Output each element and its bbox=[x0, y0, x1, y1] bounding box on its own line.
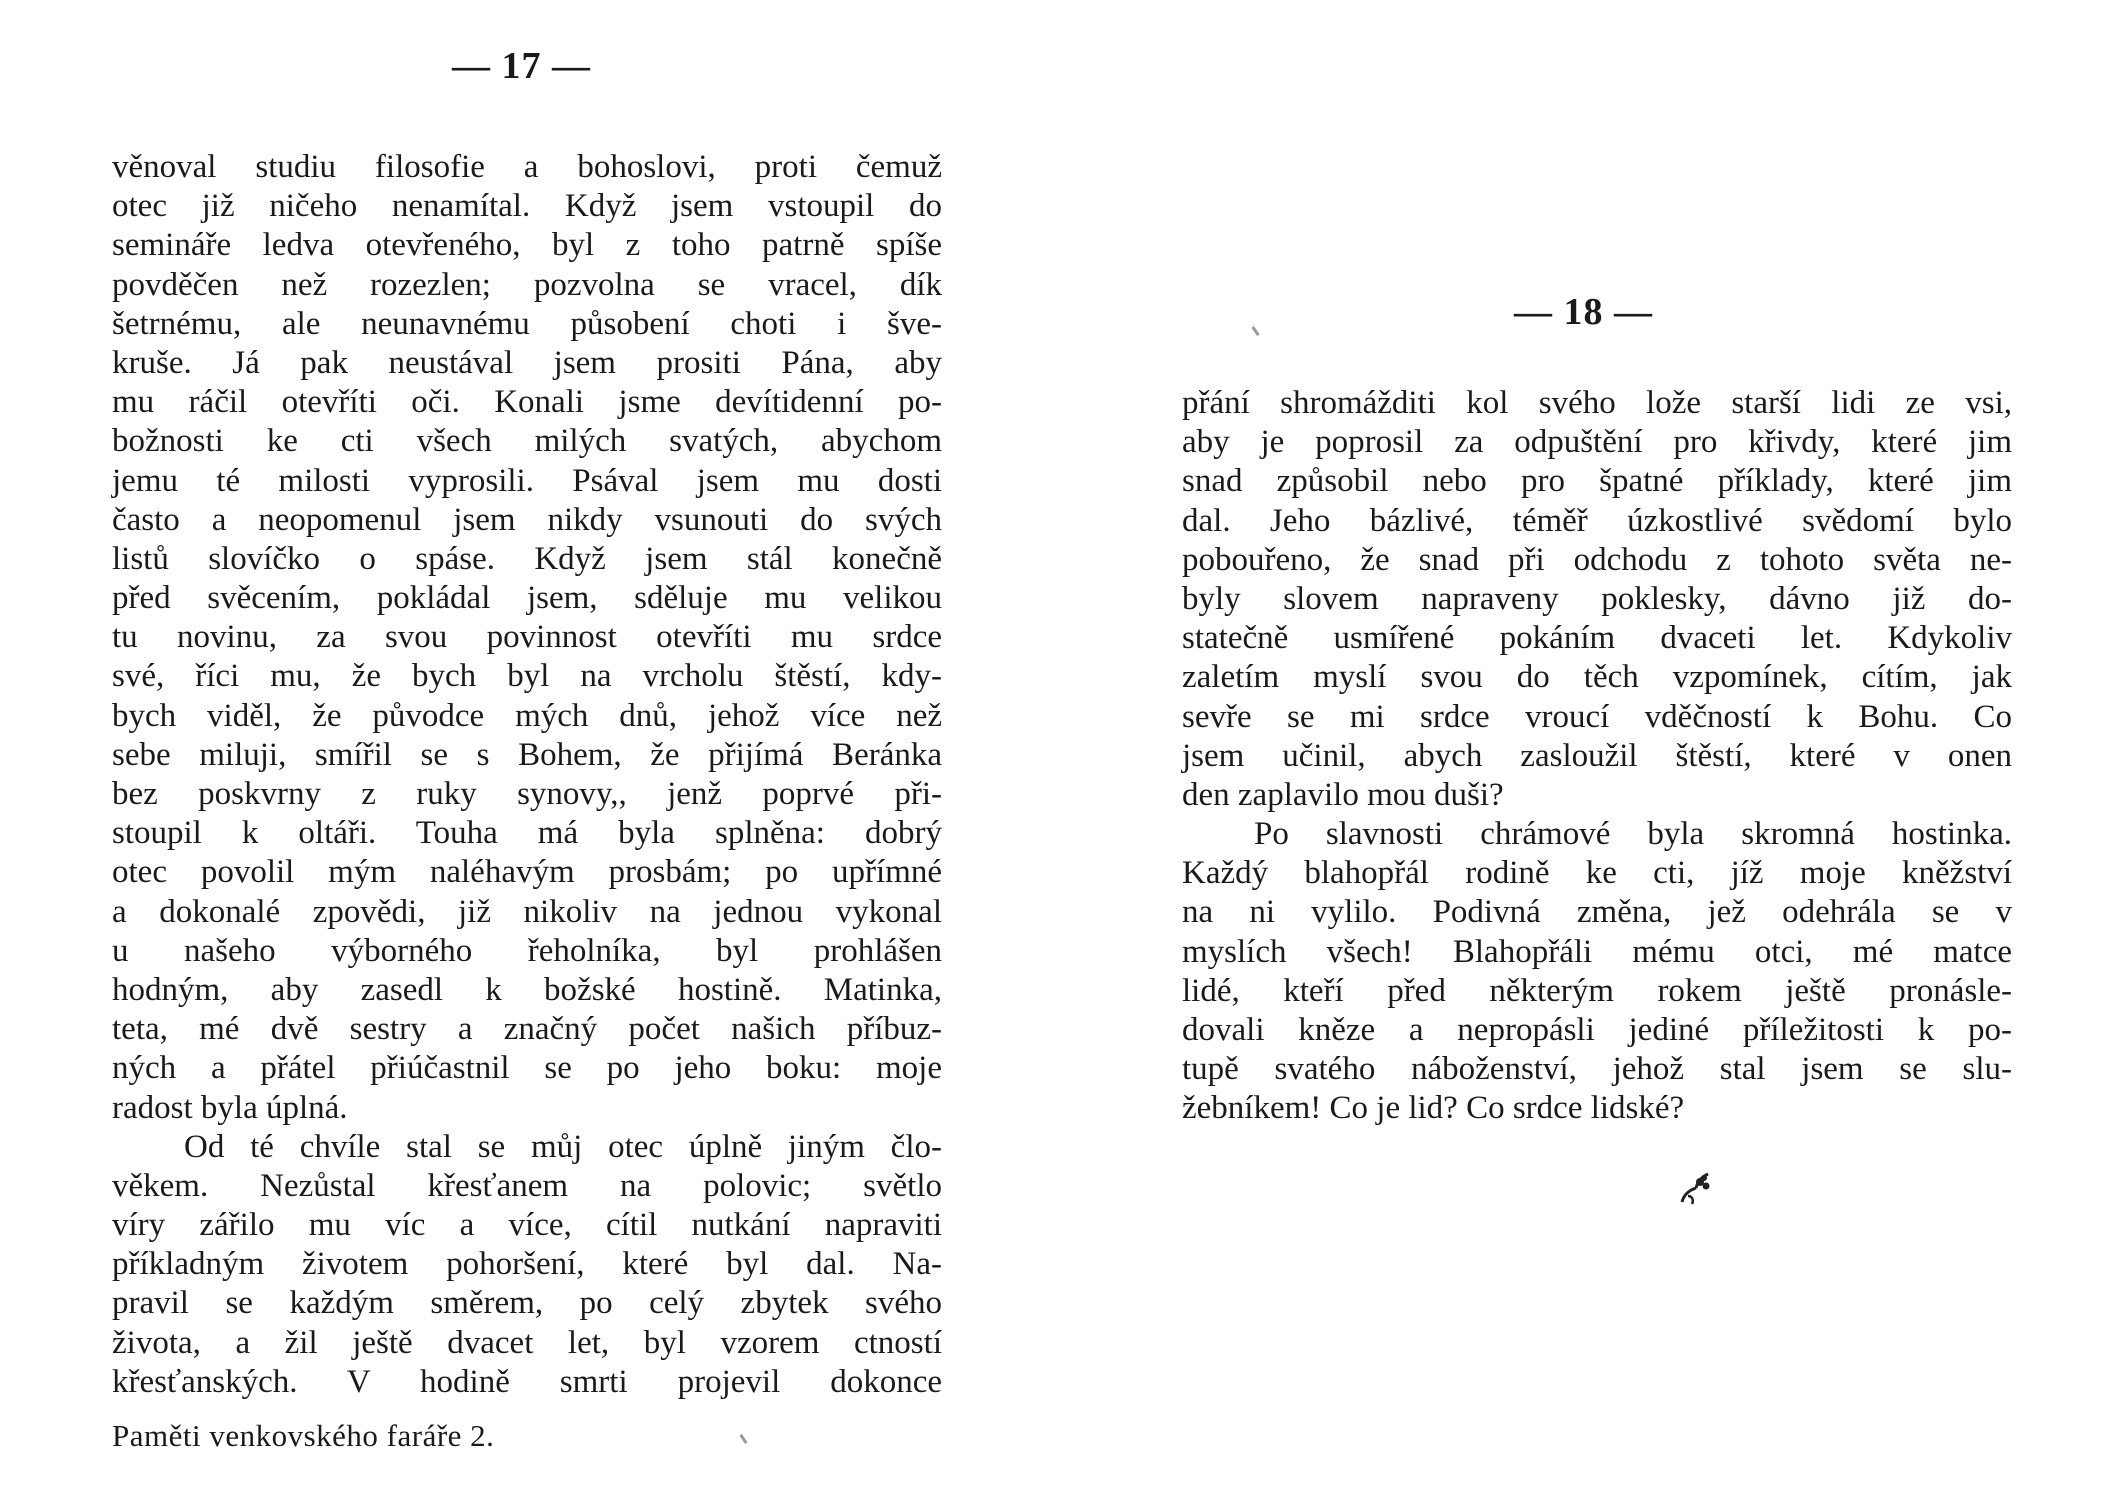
text-line: zaletím myslí svou do těch vzpomínek, cítím, jak bbox=[1182, 659, 2012, 696]
text-line: dal. Jeho bázlivé, téměř úzkostlivé svědomí bylo bbox=[1182, 502, 2012, 539]
text-line: aby je poprosil za odpuštění pro křivdy, které jim bbox=[1182, 424, 2012, 461]
page-number: — 18 — bbox=[1514, 291, 1653, 333]
text-line: dovali kněze a nepropásli jediné příležitosti k po- bbox=[1182, 1012, 2012, 1048]
text-line: hodným, aby zasedl k božské hostině. Matinka, bbox=[112, 971, 942, 1008]
text-line: listů slovíčko o spáse. Když jsem stál konečně bbox=[112, 540, 942, 577]
text-line: a dokonalé zpovědi, již nikoliv na jednou vykonal bbox=[112, 893, 942, 930]
text-line: myslích všech! Blahopřáli mému otci, mé matce bbox=[1182, 933, 2012, 970]
print-speck bbox=[1251, 326, 1259, 336]
text-line: šetrnému, ale neunavnému působení choti i šve- bbox=[112, 305, 942, 342]
text-line: věnoval studiu filosofie a bohoslovi, proti čemuž bbox=[112, 149, 942, 185]
page-number: — 17 — bbox=[452, 45, 591, 87]
text-line: snad způsobil nebo pro špatné příklady, které jim bbox=[1182, 463, 2012, 500]
text-line: stoupil k oltáři. Touha má byla splněna: dobrý bbox=[112, 815, 942, 852]
text-line: semináře ledva otevřeného, byl z toho patrně spíše bbox=[112, 227, 942, 264]
text-line: jsem učinil, abych zasloužil štěstí, které v onen bbox=[1182, 737, 2012, 774]
right-page bbox=[1054, 0, 2108, 1500]
text-line: před svěcením, pokládal jsem, sděluje mu velikou bbox=[112, 580, 942, 617]
text-line: pravil se každým směrem, po celý zbytek svého bbox=[112, 1285, 942, 1322]
body-text bbox=[1182, 384, 2012, 1129]
text-line: Každý blahopřál rodině ke cti, jíž moje kněžství bbox=[1182, 855, 2012, 892]
text-line: víry zářilo mu víc a více, cítil nutkání napraviti bbox=[112, 1207, 942, 1244]
print-speck bbox=[739, 1434, 747, 1444]
text-line: bych viděl, že původce mých dnů, jehož více než bbox=[112, 697, 942, 734]
text-line: své, říci mu, že bych byl na vrcholu štěstí, kdy- bbox=[112, 658, 942, 695]
text-line: křesťanských. V hodině smrti projevil dokonce bbox=[112, 1363, 942, 1400]
book-signature: Paměti venkovského faráře 2. bbox=[112, 1418, 495, 1453]
text-line: mu ráčil otevříti oči. Konali jsme devítidenní po- bbox=[112, 384, 942, 421]
text-line: tu novinu, za svou povinnost otevříti mu srdce bbox=[112, 619, 942, 656]
text-line: ných a přátel přiúčastnil se po jeho boku: moje bbox=[112, 1050, 942, 1087]
fleuron-icon bbox=[1674, 1166, 1718, 1221]
text-line: často a neopomenul jsem nikdy vsunouti do svých bbox=[112, 501, 942, 538]
text-line: otec již ničeho nenamítal. Když jsem vstoupil do bbox=[112, 188, 942, 225]
text-line: pobouřeno, že snad při odchodu z tohoto světa ne- bbox=[1182, 541, 2012, 578]
text-line: jemu té milosti vyprosili. Psával jsem mu dosti bbox=[112, 462, 942, 499]
text-line: radost byla úplná. bbox=[112, 1089, 348, 1126]
text-line: lidé, kteří před některým rokem ještě pronásle- bbox=[1182, 972, 2012, 1009]
text-line: statečně usmířené pokáním dvaceti let. Kdykoliv bbox=[1182, 620, 2012, 657]
text-line: kruše. Já pak neustával jsem prositi Pána, aby bbox=[112, 344, 942, 381]
text-line: tupě svatého náboženství, jehož stal jsem se slu- bbox=[1182, 1051, 2012, 1088]
text-line: teta, mé dvě sestry a značný počet našich příbuz- bbox=[112, 1011, 942, 1048]
text-line: sevře se mi srdce vroucí vděčností k Bohu. Co bbox=[1182, 698, 2012, 735]
text-line: přání shromážditi kol svého lože starší lidi ze vsi, bbox=[1182, 385, 2012, 421]
text-line: povděčen než rozezlen; pozvolna se vracel, dík bbox=[112, 266, 942, 303]
fleuron-icon-graphic bbox=[1674, 1166, 1718, 1210]
text-line: u našeho výborného řeholníka, byl prohlášen bbox=[112, 932, 942, 969]
text-line: den zaplavilo mou duši? bbox=[1182, 776, 1504, 813]
text-line: věkem. Nezůstal křesťanem na polovic; světlo bbox=[112, 1167, 942, 1204]
text-line: božnosti ke cti všech milých svatých, abychom bbox=[112, 423, 942, 460]
text-line: žebníkem! Co je lid? Co srdce lidské? bbox=[1182, 1090, 1685, 1127]
body-text bbox=[112, 148, 942, 1402]
text-line: otec povolil mým naléhavým prosbám; po upřímné bbox=[112, 854, 942, 891]
text-line: Po slavnosti chrámové byla skromná hostinka. bbox=[1254, 816, 2012, 853]
text-line: příkladným životem pohoršení, které byl dal. Na- bbox=[112, 1246, 942, 1283]
text-line: života, a žil ještě dvacet let, byl vzorem ctností bbox=[112, 1324, 942, 1361]
text-line: na ni vylilo. Podivná změna, jež odehrála se v bbox=[1182, 894, 2012, 931]
text-line: Od té chvíle stal se můj otec úplně jiným člo- bbox=[184, 1128, 942, 1165]
text-line: sebe miluji, smířil se s Bohem, že přijímá Beránka bbox=[112, 736, 942, 773]
text-line: byly slovem napraveny poklesky, dávno již do- bbox=[1182, 580, 2012, 617]
text-line: bez poskvrny z ruky synovy,, jenž poprvé při- bbox=[112, 776, 942, 812]
